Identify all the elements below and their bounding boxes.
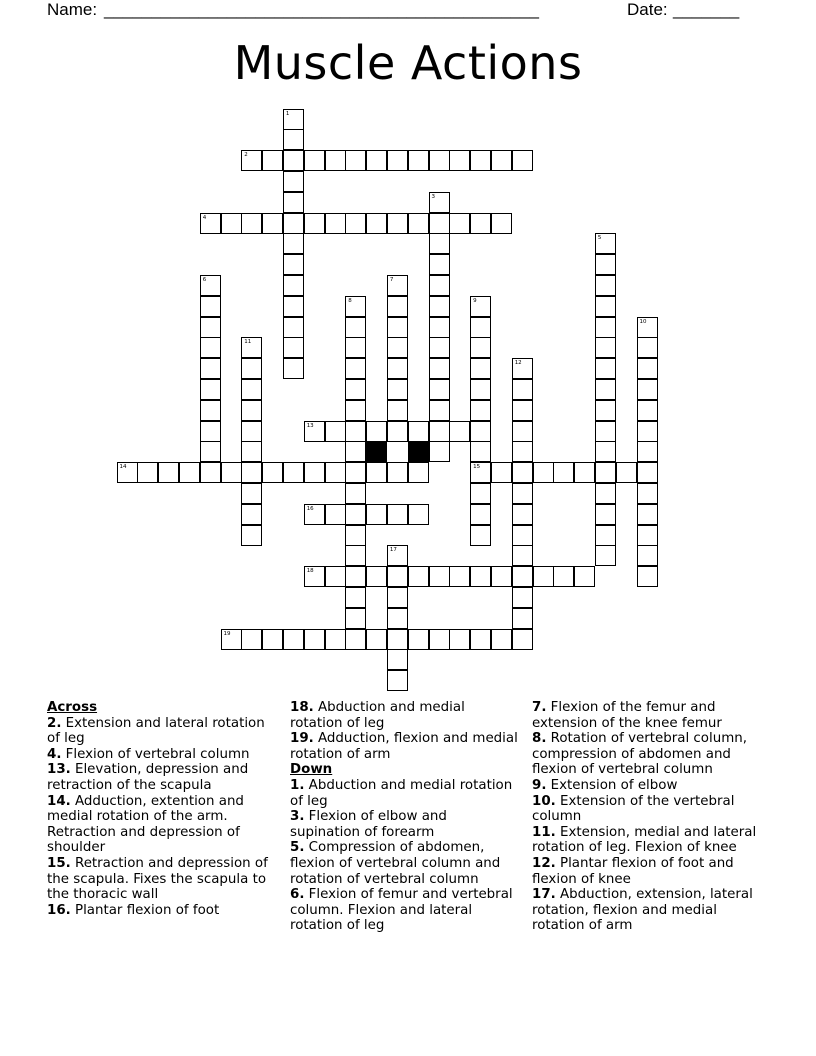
grid-cell[interactable] [117, 462, 138, 483]
grid-cell[interactable] [304, 504, 325, 525]
grid-cell[interactable] [325, 421, 346, 442]
grid-cell[interactable] [512, 379, 533, 400]
grid-cell[interactable] [512, 504, 533, 525]
grid-cell[interactable] [512, 400, 533, 421]
clue-number: 5 [597, 235, 602, 242]
grid-cell[interactable] [637, 545, 658, 566]
grid-cell[interactable] [512, 525, 533, 546]
grid-cell[interactable] [325, 629, 346, 650]
grid-cell[interactable] [429, 358, 450, 379]
grid-cell[interactable] [158, 462, 179, 483]
grid-cell[interactable] [387, 275, 408, 296]
grid-cell[interactable] [345, 441, 366, 462]
grid-cell[interactable] [470, 150, 491, 171]
grid-cell[interactable] [408, 150, 429, 171]
grid-cell[interactable] [283, 213, 304, 234]
grid-cell[interactable] [366, 421, 387, 442]
across-heading: Across [47, 700, 98, 715]
grid-cell[interactable] [283, 109, 304, 130]
grid-cell[interactable] [574, 566, 595, 587]
grid-cell[interactable] [449, 150, 470, 171]
clue-down-17: 17. Abduction, extension, lateral rotation, flexion and medial rotation of arm [532, 887, 753, 934]
grid-cell[interactable] [241, 441, 262, 462]
grid-cell[interactable] [408, 504, 429, 525]
grid-cell[interactable] [241, 400, 262, 421]
grid-cell[interactable] [241, 483, 262, 504]
grid-cell[interactable] [533, 566, 554, 587]
grid-cell[interactable] [345, 483, 366, 504]
grid-cell[interactable] [408, 566, 429, 587]
clue-across-4: 4. Flexion of vertebral column [47, 746, 250, 762]
clue-number: 9 [473, 297, 477, 304]
grid-cell[interactable] [595, 379, 616, 400]
grid-cell[interactable] [283, 192, 304, 213]
clue-down-9: 9. Extension of elbow [532, 777, 678, 793]
grid-cell[interactable] [283, 171, 304, 192]
grid-cell[interactable] [345, 608, 366, 629]
clue-down-3: 3. Flexion of elbow and supination of forearm [290, 809, 447, 840]
clue-number: 12 [514, 360, 522, 367]
black-square [366, 441, 387, 462]
grid-cell[interactable] [408, 421, 429, 442]
grid-cell[interactable] [137, 462, 158, 483]
grid-cell[interactable] [345, 525, 366, 546]
grid-cell[interactable] [408, 629, 429, 650]
grid-cell[interactable] [470, 629, 491, 650]
page-title: Muscle Actions [233, 36, 583, 90]
clue-down-12: 12. Plantar flexion of foot and flexion of knee [532, 855, 734, 887]
clue-number: 14 [119, 464, 127, 471]
grid-cell[interactable] [470, 504, 491, 525]
clue-down-10: 10. Extension of the vertebral column [532, 793, 735, 825]
grid-cell[interactable] [408, 462, 429, 483]
grid-cell[interactable] [345, 462, 366, 483]
grid-cell[interactable] [283, 337, 304, 358]
grid-cell[interactable] [429, 566, 450, 587]
grid-cell[interactable] [366, 462, 387, 483]
grid-cell[interactable] [595, 525, 616, 546]
grid-cell[interactable] [387, 213, 408, 234]
grid-cell[interactable] [283, 462, 304, 483]
grid-cell[interactable] [283, 254, 304, 275]
grid-cell[interactable] [595, 441, 616, 462]
grid-cell[interactable] [470, 483, 491, 504]
name-label: Name: [47, 0, 98, 19]
grid-cell[interactable] [491, 462, 512, 483]
grid-cell[interactable] [595, 296, 616, 317]
grid-cell[interactable] [387, 296, 408, 317]
date-blank-line: _______ [673, 0, 740, 19]
clue-across-13: 13. Elevation, depression and retraction of the scapula [47, 762, 249, 793]
clue-across-2: 2. Extension and lateral rotation of leg [47, 715, 265, 747]
grid-cell[interactable] [429, 317, 450, 338]
grid-cell[interactable] [241, 213, 262, 234]
grid-cell[interactable] [345, 566, 366, 587]
grid-cell[interactable] [304, 566, 325, 587]
grid-cell[interactable] [241, 462, 262, 483]
grid-cell[interactable] [637, 483, 658, 504]
grid-cell[interactable] [595, 462, 616, 483]
grid-cell[interactable] [241, 629, 262, 650]
grid-cell[interactable] [241, 358, 262, 379]
clue-number: 11 [244, 339, 252, 346]
grid-cell[interactable] [491, 213, 512, 234]
grid-cell[interactable] [637, 379, 658, 400]
grid-cell[interactable] [345, 400, 366, 421]
grid-cell[interactable] [533, 462, 554, 483]
clue-across-15: 15. Retraction and depression of the scapula. Fixes the scapula to the thoracic wall [47, 855, 268, 903]
grid-cell[interactable] [241, 504, 262, 525]
grid-cell[interactable] [637, 462, 658, 483]
grid-cell[interactable] [429, 400, 450, 421]
grid-cell[interactable] [449, 629, 470, 650]
grid-cell[interactable] [325, 504, 346, 525]
grid-cell[interactable] [595, 545, 616, 566]
clue-across-14: 14. Adduction, extention and medial rotation of the arm. Retraction and depression of shoulder [47, 793, 244, 856]
grid-cell[interactable] [221, 213, 242, 234]
grid-cell[interactable] [429, 629, 450, 650]
clue-number: 7 [389, 276, 394, 283]
grid-cell[interactable] [387, 504, 408, 525]
black-square [408, 441, 429, 462]
grid-cell[interactable] [429, 275, 450, 296]
grid-cell[interactable] [470, 462, 491, 483]
grid-cell[interactable] [241, 421, 262, 442]
grid-cell[interactable] [470, 400, 491, 421]
grid-cell[interactable] [325, 213, 346, 234]
grid-cell[interactable] [429, 233, 450, 254]
grid-cell[interactable] [283, 275, 304, 296]
clue-number: 16 [306, 505, 314, 512]
grid-cell[interactable] [304, 150, 325, 171]
grid-cell[interactable] [512, 358, 533, 379]
grid-cell[interactable] [345, 358, 366, 379]
grid-cell[interactable] [325, 462, 346, 483]
grid-cell[interactable] [429, 421, 450, 442]
grid-cell[interactable] [449, 566, 470, 587]
grid-cell[interactable] [429, 254, 450, 275]
grid-cell[interactable] [512, 587, 533, 608]
grid-cell[interactable] [512, 421, 533, 442]
grid-cell[interactable] [512, 629, 533, 650]
grid-cell[interactable] [595, 233, 616, 254]
grid-cell[interactable] [387, 379, 408, 400]
grid-cell[interactable] [283, 358, 304, 379]
clue-number: 1 [285, 110, 290, 117]
grid-cell[interactable] [200, 441, 221, 462]
grid-cell[interactable] [345, 504, 366, 525]
grid-cell[interactable] [366, 213, 387, 234]
grid-cell[interactable] [512, 150, 533, 171]
grid-cell[interactable] [470, 213, 491, 234]
clue-number: 13 [306, 422, 314, 429]
clue-number: 18 [306, 568, 314, 575]
clue-across-16: 16. Plantar flexion of foot [47, 902, 220, 918]
grid-cell[interactable] [325, 566, 346, 587]
grid-cell[interactable] [387, 462, 408, 483]
grid-cell[interactable] [470, 421, 491, 442]
grid-cell[interactable] [200, 462, 221, 483]
grid-cell[interactable] [345, 421, 366, 442]
grid-cell[interactable] [637, 317, 658, 338]
grid-cell[interactable] [221, 629, 242, 650]
clue-down-6: 6. Flexion of femur and vertebral column. Flexion and lateral rotation of leg [290, 887, 513, 934]
grid-cell[interactable] [283, 317, 304, 338]
clue-number: 8 [348, 297, 352, 304]
grid-cell[interactable] [366, 504, 387, 525]
grid-cell[interactable] [387, 545, 408, 566]
grid-cell[interactable] [179, 462, 200, 483]
grid-cell[interactable] [387, 317, 408, 338]
grid-cell[interactable] [366, 629, 387, 650]
clue-number: 6 [202, 276, 207, 283]
grid-cell[interactable] [512, 608, 533, 629]
grid-cell[interactable] [262, 150, 283, 171]
grid-cell[interactable] [595, 254, 616, 275]
clue-across-19: 19. Adduction, flexion and medial rotation of arm [290, 731, 518, 762]
clues-column-1 [47, 700, 272, 918]
grid-cell[interactable] [262, 629, 283, 650]
clue-number: 17 [389, 547, 397, 554]
grid-cell[interactable] [304, 629, 325, 650]
grid-cell[interactable] [408, 213, 429, 234]
grid-cell[interactable] [429, 213, 450, 234]
date-label: Date: [627, 0, 668, 19]
clues-column-2 [290, 700, 518, 934]
clue-down-5: 5. Compression of abdomen, flexion of vertebral column and rotation of vertebral column [290, 840, 501, 887]
grid-cell[interactable] [512, 483, 533, 504]
grid-cell[interactable] [325, 150, 346, 171]
grid-cell[interactable] [304, 462, 325, 483]
grid-cell[interactable] [470, 317, 491, 338]
grid-cell[interactable] [637, 566, 658, 587]
grid-cell[interactable] [283, 296, 304, 317]
grid-cell[interactable] [200, 213, 221, 234]
clue-down-11: 11. Extension, medial and lateral rotation of leg. Flexion of knee [532, 824, 757, 856]
grid-cell[interactable] [470, 337, 491, 358]
grid-cell[interactable] [512, 441, 533, 462]
grid-cell[interactable] [345, 629, 366, 650]
grid-cell[interactable] [595, 358, 616, 379]
grid-cell[interactable] [283, 150, 304, 171]
grid-cell[interactable] [429, 379, 450, 400]
grid-cell[interactable] [387, 150, 408, 171]
grid-cell[interactable] [304, 213, 325, 234]
grid-cell[interactable] [429, 441, 450, 462]
grid-cell[interactable] [595, 275, 616, 296]
grid-cell[interactable] [262, 213, 283, 234]
grid-cell[interactable] [637, 441, 658, 462]
grid-cell[interactable] [470, 358, 491, 379]
grid-cell[interactable] [637, 504, 658, 525]
grid-cell[interactable] [429, 150, 450, 171]
grid-cell[interactable] [429, 337, 450, 358]
grid-cell[interactable] [512, 462, 533, 483]
grid-cell[interactable] [387, 608, 408, 629]
clue-number: 15 [473, 464, 481, 471]
grid-cell[interactable] [429, 192, 450, 213]
grid-cell[interactable] [345, 150, 366, 171]
grid-cell[interactable] [283, 129, 304, 150]
clue-number: 4 [202, 214, 207, 221]
grid-cell[interactable] [616, 462, 637, 483]
grid-cell[interactable] [387, 421, 408, 442]
clue-number: 19 [223, 630, 231, 637]
grid-cell[interactable] [595, 400, 616, 421]
grid-cell[interactable] [345, 379, 366, 400]
grid-cell[interactable] [512, 566, 533, 587]
grid-cell[interactable] [449, 213, 470, 234]
grid-cell[interactable] [387, 566, 408, 587]
grid-cell[interactable] [595, 504, 616, 525]
grid-cell[interactable] [345, 296, 366, 317]
grid-cell[interactable] [553, 566, 574, 587]
grid-cell[interactable] [470, 566, 491, 587]
grid-cell[interactable] [366, 150, 387, 171]
grid-cell[interactable] [470, 379, 491, 400]
grid-cell[interactable] [283, 629, 304, 650]
grid-cell[interactable] [595, 483, 616, 504]
grid-cell[interactable] [221, 462, 242, 483]
grid-cell[interactable] [637, 400, 658, 421]
grid-cell[interactable] [470, 441, 491, 462]
grid-cell[interactable] [387, 629, 408, 650]
grid-cell[interactable] [200, 275, 221, 296]
grid-cell[interactable] [470, 296, 491, 317]
grid-cell[interactable] [595, 317, 616, 338]
grid-cell[interactable] [637, 337, 658, 358]
grid-cell[interactable] [304, 421, 325, 442]
grid-cell[interactable] [241, 150, 262, 171]
grid-cell[interactable] [595, 337, 616, 358]
grid-cell[interactable] [241, 337, 262, 358]
clue-down-7: 7. Flexion of the femur and extension of the knee femur [532, 700, 722, 731]
grid-cell[interactable] [345, 587, 366, 608]
grid-cell[interactable] [200, 296, 221, 317]
grid-cell[interactable] [200, 379, 221, 400]
grid-cell[interactable] [387, 400, 408, 421]
grid-cell[interactable] [345, 545, 366, 566]
grid-cell[interactable] [491, 566, 512, 587]
grid-cell[interactable] [387, 587, 408, 608]
clue-number: 2 [244, 152, 248, 159]
grid-cell[interactable] [283, 233, 304, 254]
down-heading: Down [290, 762, 333, 778]
grid-cell[interactable] [574, 462, 595, 483]
grid-cell[interactable] [637, 358, 658, 379]
grid-cell[interactable] [345, 337, 366, 358]
grid-cell[interactable] [637, 421, 658, 442]
grid-cell[interactable] [470, 525, 491, 546]
grid-cell[interactable] [387, 670, 408, 691]
grid-cell[interactable] [200, 421, 221, 442]
clue-down-1: 1. Abduction and medial rotation of leg [290, 777, 513, 809]
grid-cell[interactable] [553, 462, 574, 483]
grid-cell[interactable] [262, 462, 283, 483]
grid-cell[interactable] [200, 358, 221, 379]
grid-cell[interactable] [595, 421, 616, 442]
grid-cell[interactable] [387, 649, 408, 670]
grid-cell[interactable] [429, 296, 450, 317]
clue-number: 10 [639, 318, 647, 325]
grid-cell[interactable] [491, 150, 512, 171]
grid-cell[interactable] [200, 400, 221, 421]
grid-cell[interactable] [345, 213, 366, 234]
grid-cell[interactable] [241, 379, 262, 400]
clue-down-8: 8. Rotation of vertebral column, compression of abdomen and flexion of vertebral column [532, 731, 747, 778]
grid-cell[interactable] [345, 317, 366, 338]
clue-number: 3 [431, 193, 435, 200]
grid-cell[interactable] [387, 358, 408, 379]
grid-cell[interactable] [366, 566, 387, 587]
grid-cell[interactable] [449, 421, 470, 442]
name-blank-line: ______________________________________________ [104, 0, 539, 19]
clues-column-3 [532, 700, 772, 934]
grid-cell[interactable] [241, 525, 262, 546]
grid-cell[interactable] [200, 317, 221, 338]
grid-cell[interactable] [637, 525, 658, 546]
grid-cell[interactable] [387, 337, 408, 358]
grid-cell[interactable] [512, 545, 533, 566]
grid-cell[interactable] [200, 337, 221, 358]
grid-cell[interactable] [491, 629, 512, 650]
clue-across-18: 18. Abduction and medial rotation of leg [290, 700, 465, 731]
